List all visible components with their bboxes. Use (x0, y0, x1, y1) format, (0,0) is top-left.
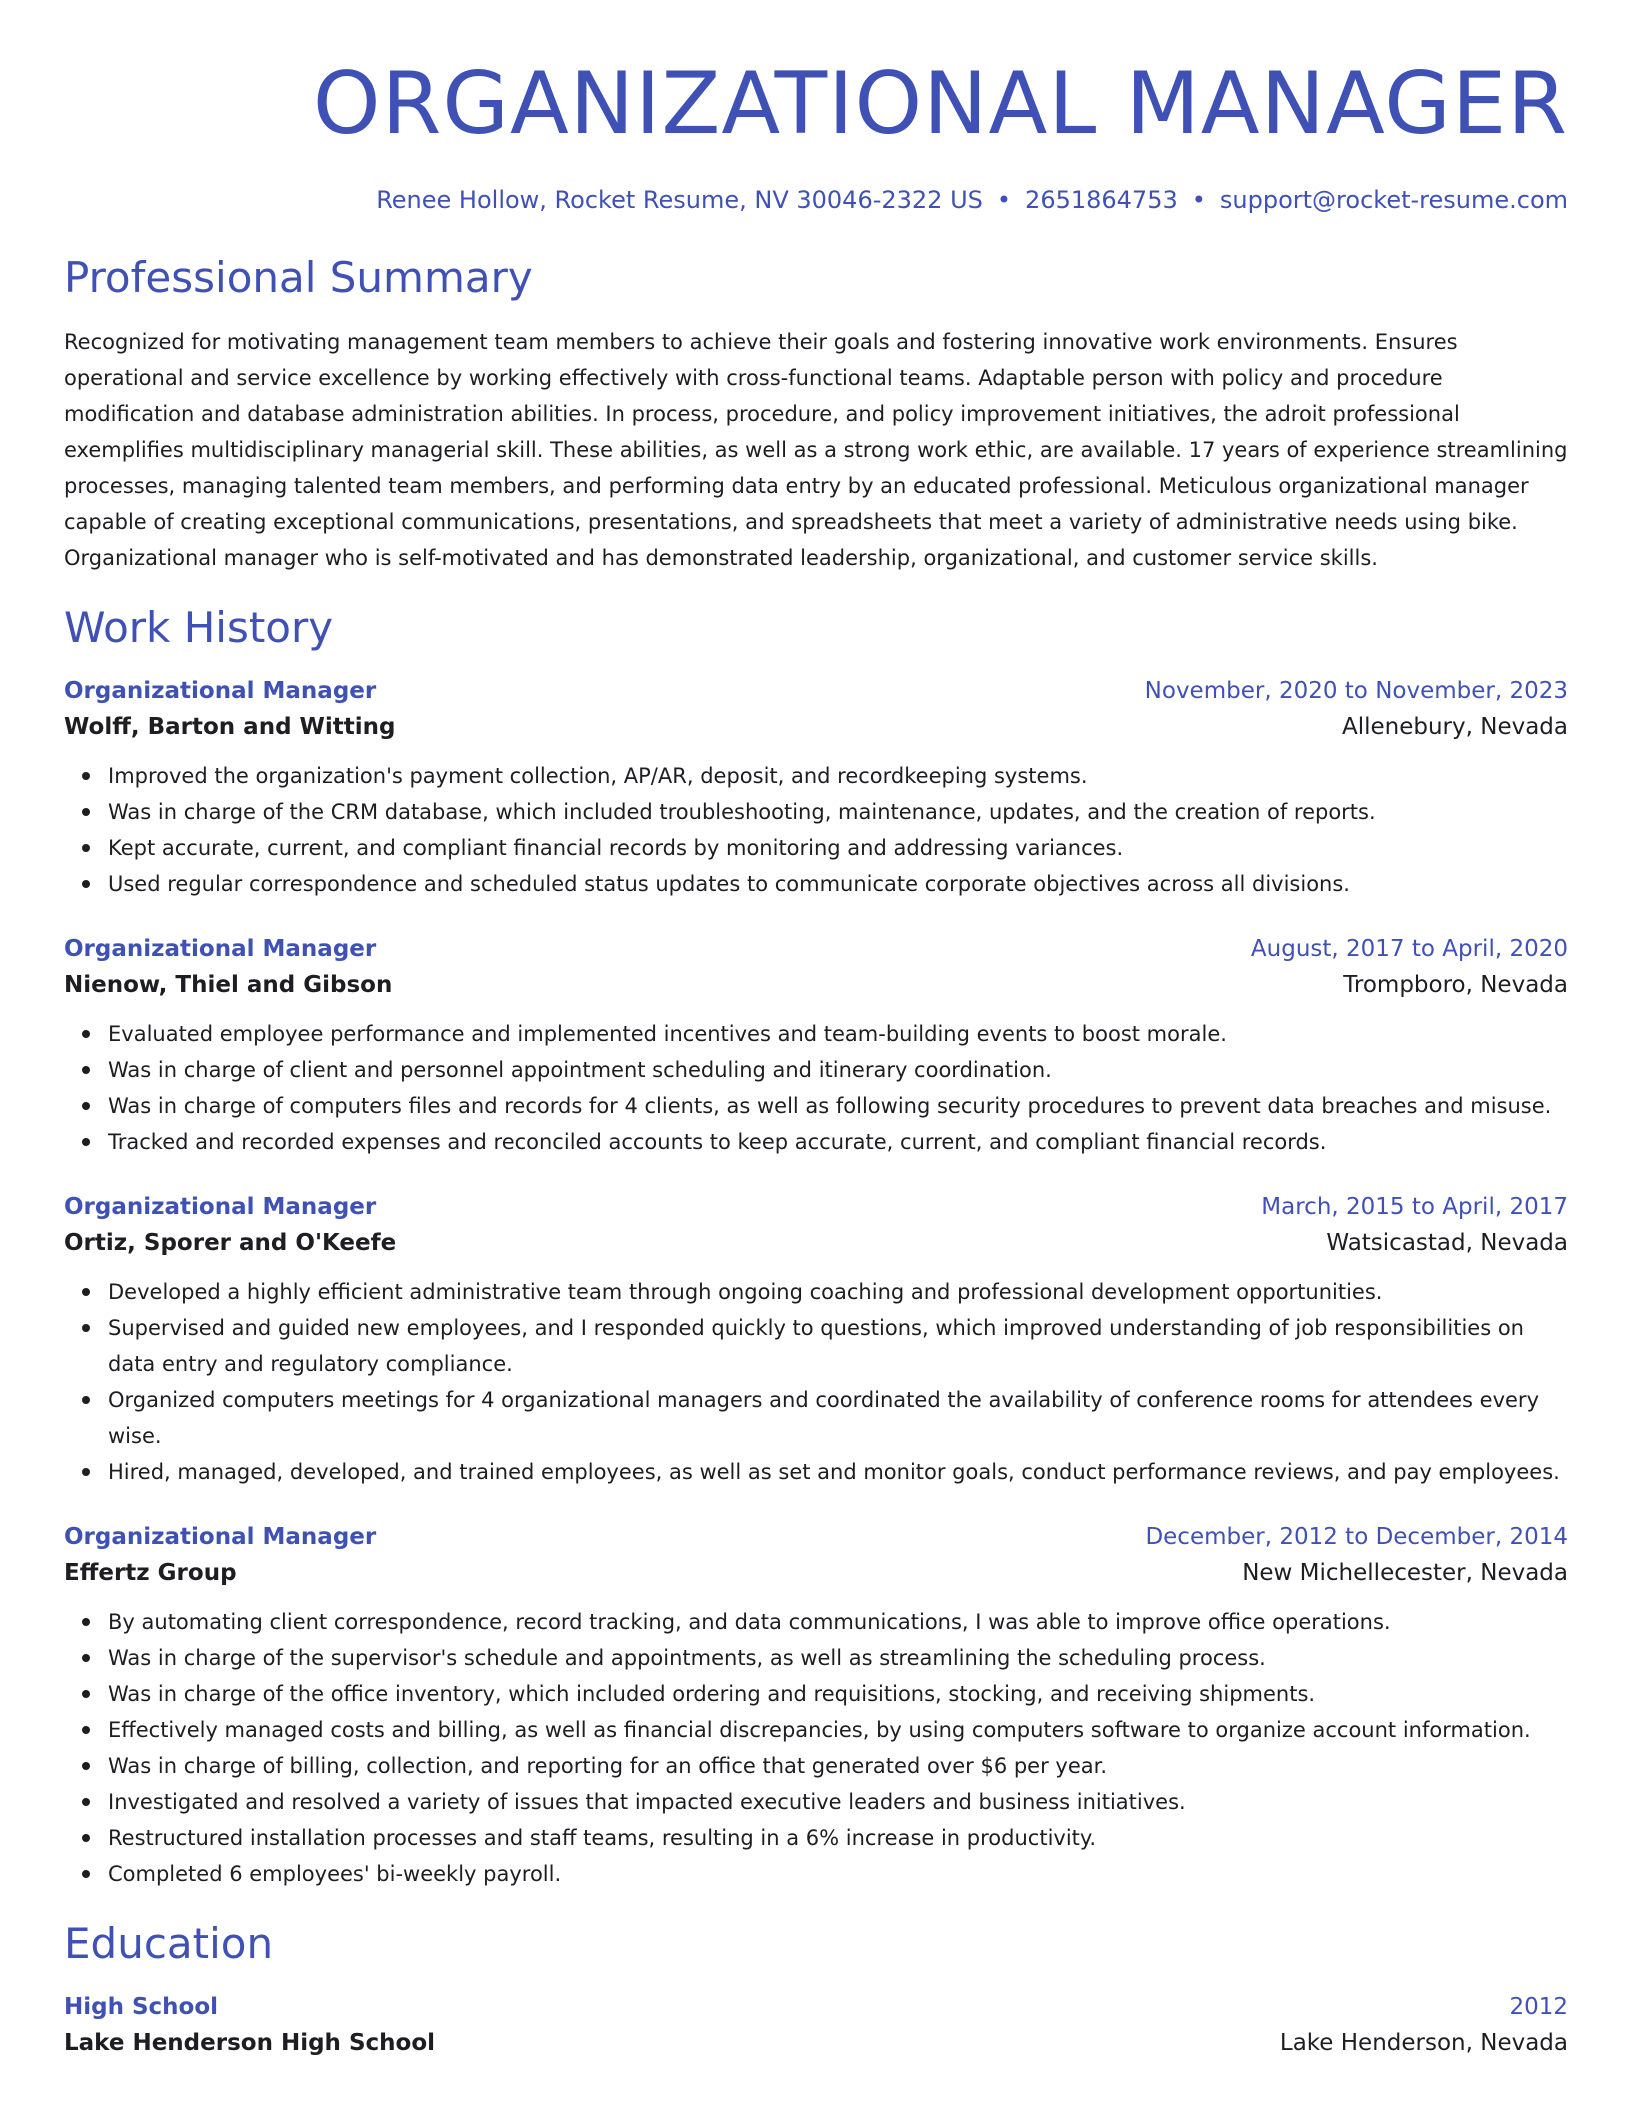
job-bullet: Used regular correspondence and scheduled status updates to communicate corporate objectives across all divisions. (108, 866, 1568, 902)
job-bullet: Hired, managed, developed, and trained employees, as well as set and monitor goals, conduct performance reviews, and pay employees. (108, 1454, 1568, 1490)
job-location: Watsicastad, Nevada (1326, 1230, 1568, 1256)
job-bullet: Evaluated employee performance and implemented incentives and team-building events to boost morale. (108, 1016, 1568, 1052)
job-bullets (64, 1274, 1568, 1490)
job-location: New Michellecester, Nevada (1242, 1560, 1568, 1586)
job-title: Organizational Manager (64, 1524, 377, 1550)
job-bullet: Was in charge of computers files and records for 4 clients, as well as following security procedures to prevent data breaches and misuse. (108, 1088, 1568, 1124)
resume-title: ORGANIZATIONAL MANAGER (312, 54, 1568, 154)
contact-separator: • (996, 186, 1012, 214)
job-dates: November, 2020 to November, 2023 (1144, 678, 1568, 704)
job-title: Organizational Manager (64, 1194, 377, 1220)
job-bullet: By automating client correspondence, record tracking, and data communications, I was able to improve office operations. (108, 1604, 1568, 1640)
job-dates: August, 2017 to April, 2020 (1250, 936, 1568, 962)
contact-separator: • (1191, 186, 1206, 214)
education-location: Lake Henderson, Nevada (1279, 2030, 1568, 2056)
job-bullets (64, 1604, 1568, 1892)
contact-phone[interactable]: 2651864753 (1025, 186, 1178, 214)
job-bullets (64, 758, 1568, 902)
contact-address: Renee Hollow, Rocket Resume, NV 30046-2322 US (376, 186, 983, 214)
job-title: Organizational Manager (64, 678, 377, 704)
job-company: Effertz Group (64, 1560, 237, 1586)
contact-email[interactable]: support@rocket-resume.com (1219, 186, 1568, 214)
job-bullet: Was in charge of billing, collection, and reporting for an office that generated over $6 per year. (108, 1748, 1568, 1784)
job-bullet: Improved the organization's payment collection, AP/AR, deposit, and recordkeeping systems. (108, 758, 1568, 794)
job-entry (64, 1520, 1568, 1892)
job-bullet: Restructured installation processes and staff teams, resulting in a 6% increase in productivity. (108, 1820, 1568, 1856)
job-company: Ortiz, Sporer and O'Keefe (64, 1230, 397, 1256)
education-entry (64, 1990, 1568, 2062)
job-bullet: Investigated and resolved a variety of issues that impacted executive leaders and business initiatives. (108, 1784, 1568, 1820)
job-title: Organizational Manager (64, 936, 377, 962)
summary-heading: Professional Summary (64, 253, 533, 302)
summary-text: Recognized for motivating management team members to achieve their goals and fostering innovative work environments. Ensures operational and service excellence by working effectively with cross-functional teams. Adaptable person with policy and procedure modification and database administration abilities. In process, procedure, and policy improvement initiatives, the adroit professional exemplifies multidisciplinary managerial skill. These abilities, as well as a strong work ethic, are available. 17 years of experience streamlining processes, managing talented team members, and performing data entry by an educated professional. Meticulous organizational manager capable of creating exceptional communications, presentations, and spreadsheets that meet a variety of administrative needs using bike. Organizational manager who is self-motivated and has demonstrated leadership, organizational, and customer service skills. (64, 330, 1568, 570)
job-entry (64, 932, 1568, 1160)
job-bullet: Supervised and guided new employees, and I responded quickly to questions, which improved understanding of job responsibilities on data entry and regulatory compliance. (108, 1310, 1568, 1382)
job-dates: December, 2012 to December, 2014 (1145, 1524, 1568, 1550)
education-degree: High School (64, 1994, 219, 2020)
contact-line (64, 184, 1568, 216)
job-location: Trompboro, Nevada (1343, 972, 1568, 998)
job-bullet: Was in charge of the supervisor's schedule and appointments, as well as streamlining the scheduling process. (108, 1640, 1568, 1676)
work-history-heading: Work History (64, 603, 334, 652)
education-year: 2012 (1509, 1994, 1568, 2020)
work-history-list (64, 674, 1568, 1892)
job-bullets (64, 1016, 1568, 1160)
job-bullet: Tracked and recorded expenses and reconciled accounts to keep accurate, current, and compliant financial records. (108, 1124, 1568, 1160)
job-bullet: Was in charge of the office inventory, which included ordering and requisitions, stocking, and receiving shipments. (108, 1676, 1568, 1712)
job-entry (64, 674, 1568, 902)
education-heading: Education (64, 1919, 274, 1968)
job-bullet: Organized computers meetings for 4 organizational managers and coordinated the availability of conference rooms for attendees every wise. (108, 1382, 1568, 1454)
education-school: Lake Henderson High School (64, 2030, 435, 2056)
job-location: Allenebury, Nevada (1341, 714, 1568, 740)
job-company: Wolff, Barton and Witting (64, 714, 396, 740)
job-company: Nienow, Thiel and Gibson (64, 972, 393, 998)
job-bullet: Completed 6 employees' bi-weekly payroll. (108, 1856, 1568, 1892)
resume-page (64, 0, 1568, 2062)
job-entry (64, 1190, 1568, 1490)
job-bullet: Was in charge of the CRM database, which included troubleshooting, maintenance, updates, and the creation of reports. (108, 794, 1568, 830)
job-dates: March, 2015 to April, 2017 (1261, 1194, 1568, 1220)
job-bullet: Was in charge of client and personnel appointment scheduling and itinerary coordination. (108, 1052, 1568, 1088)
job-bullet: Developed a highly efficient administrative team through ongoing coaching and professional development opportunities. (108, 1274, 1568, 1310)
job-bullet: Effectively managed costs and billing, as well as financial discrepancies, by using computers software to organize account information. (108, 1712, 1568, 1748)
job-bullet: Kept accurate, current, and compliant financial records by monitoring and addressing variances. (108, 830, 1568, 866)
